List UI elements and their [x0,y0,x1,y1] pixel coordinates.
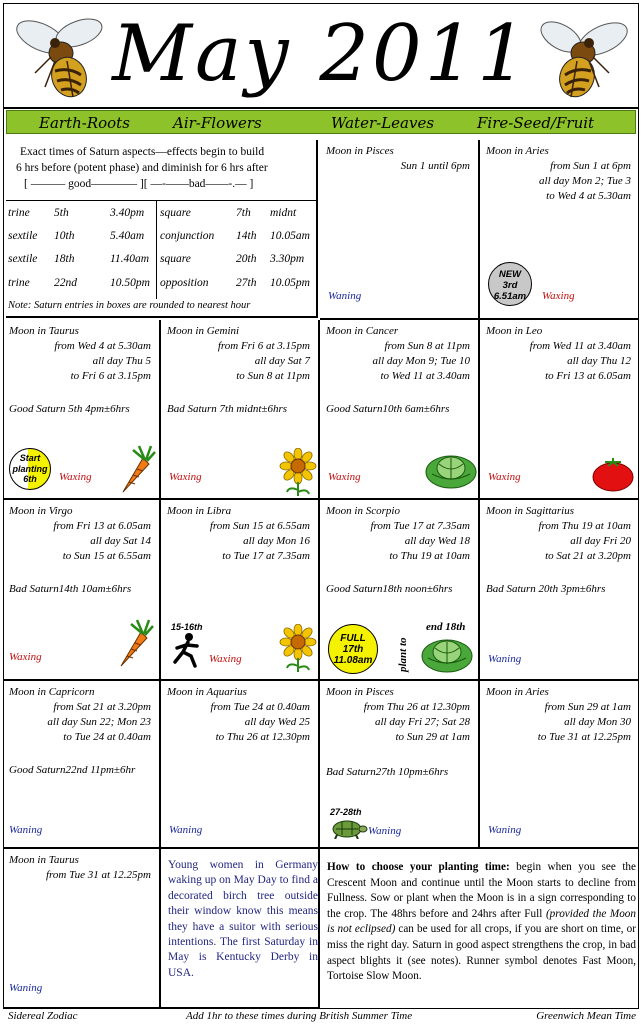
plant-to-label: plant to [397,637,409,672]
saturn-aspects-table: trine 5th 3.40pm sextile 10th 5.40am sextile 18th 11.40am trine 22nd 10.50pm square 7th midnt conjunction 14th 10.05am square 20th 3.30pm opposition 27th 10.05pm [6,200,318,298]
carrot-icon [117,444,157,496]
day-cell-c2: Moon in Aries from Sun 1 at 6pm all day Mon 2; Tue 3 to Wed 4 at 5.30am NEW 3rd 6.51am Waxing [480,140,639,320]
footer-center: Add 1hr to these times during British Summer Time [186,1010,413,1022]
day-cell-c10: Moon in Sagittarius from Thu 19 at 10am all day Fri 20 to Sat 21 at 3.20pm Bad Saturn 20th 3pm±6hrs Waning [480,500,639,681]
runner-label: 15-16th [171,622,203,632]
day-cell-c1: Moon in Pisces Sun 1 until 6pm Waning [320,140,480,320]
planting-instructions: How to choose your planting time: begin when you see the Crescent Moon and continue until the Moon starts to decline from Fullness. Sow or plant when the Moon is in a sign corresponding to the crop. The 48hrs before and 24hrs after Full (provided the Moon is not eclipsed) can be used for all crops, if you are short on time, or miss the right day. Saturn in good aspect strengthens the crop, in bad aspect blights it (see notes). Runner symbol denotes Fast Moon, Tortoise Slow Moon. [327,861,636,983]
elements-bar [6,110,636,134]
flower-icon [279,624,317,672]
element-water-leaves: Water-Leaves [331,114,435,132]
saturn-note: Note: Saturn entries in boxes are rounded to nearest hour [8,300,251,311]
element-earth-roots: Earth-Roots [39,114,130,132]
element-air-flowers: Air-Flowers [173,114,262,132]
header [3,3,639,109]
saturn-aspects-box [6,140,318,318]
page-title: May 2011 [112,9,530,99]
tortoise-label: 27-28th [330,807,362,817]
day-cell-c6: Moon in Leo from Wed 11 at 3.40am all day Thu 12 to Fri 13 at 6.05am Waxing [480,320,639,500]
cabbage-icon [420,634,474,674]
flower-icon [279,448,317,496]
day-cell-c11: Moon in Capricorn from Sat 21 at 3.20pm all day Sun 22; Mon 23 to Tue 24 at 0.40am Good Saturn22nd 11pm±6hr Waning [3,681,161,849]
start-planting-badge: Start planting 6th [9,448,51,490]
carrot-icon [115,618,155,670]
new-moon-badge: NEW 3rd 6.51am [488,262,532,306]
day-cell-c9: Moon in Scorpio from Tue 17 at 7.35am all day Wed 18 to Thu 19 at 10am Good Saturn18th noon±6hrs FULL 17th 11.08am plant to end 18th [320,500,480,681]
day-cell-c15: Moon in Taurus from Tue 31 at 12.25pm Waning [3,849,161,1009]
tortoise-icon [328,817,368,839]
bee-icon [533,11,633,103]
divider [156,201,157,299]
element-fire-seed-fruit: Fire-Seed/Fruit [477,114,595,132]
day-cell-c14: Moon in Aries from Sun 29 at 1am all day Mon 30 to Tue 31 at 12.25pm Waning [480,681,639,849]
day-cell-c12: Moon in Aquarius from Tue 24 at 0.40am all day Wed 25 to Thu 26 at 12.30pm Waning [161,681,320,849]
full-moon-badge: FULL 17th 11.08am [328,624,378,674]
tomato-icon [592,456,634,492]
footer-left: Sidereal Zodiac [8,1010,78,1022]
may-day-info: Young women in Germany waking up on May Day to find a decorated birch tree outside their window know this means they have a suitor with serious intentions. The first Saturday in May is Kentucky Derby in USA. [168,859,318,979]
day-cell-c8: Moon in Libra from Sun 15 at 6.55am all day Mon 16 to Tue 17 at 7.35am 15-16th Waxing [161,500,320,681]
runner-icon [171,632,203,668]
day-cell-c7: Moon in Virgo from Fri 13 at 6.05am all day Sat 14 to Sun 15 at 6.55am Bad Saturn14th 10am±6hrs Waxing [3,500,161,681]
end-date-label: end 18th [426,621,466,633]
footer-right: Greenwich Mean Time [536,1010,636,1022]
cabbage-icon [424,450,478,490]
day-cell-c13: Moon in Pisces from Thu 26 at 12.30pm all day Fri 27; Sat 28 to Sun 29 at 1am Bad Saturn27th 10pm±6hrs 27-28th Waning [320,681,480,849]
day-cell-c4: Moon in Gemini from Fri 6 at 3.15pm all day Sat 7 to Sun 8 at 11pm Bad Saturn 7th midnt±6hrs Waxing [161,320,320,500]
saturn-intro: Exact times of Saturn aspects—effects begin to build 6 hrs before (potent phase) and diminish for 6 hrs after [ ——— good———— ][ —-——bad——-.— ] [16,146,268,190]
day-cell-c5: Moon in Cancer from Sun 8 at 11pm all day Mon 9; Tue 10 to Wed 11 at 3.40am Good Saturn10th 6am±6hrs Waxing [320,320,480,500]
day-cell-c3: Moon in Taurus from Wed 4 at 5.30am all day Thu 5 to Fri 6 at 3.15pm Good Saturn 5th 4pm±6hrs Start planting 6th Waxing [3,320,161,500]
